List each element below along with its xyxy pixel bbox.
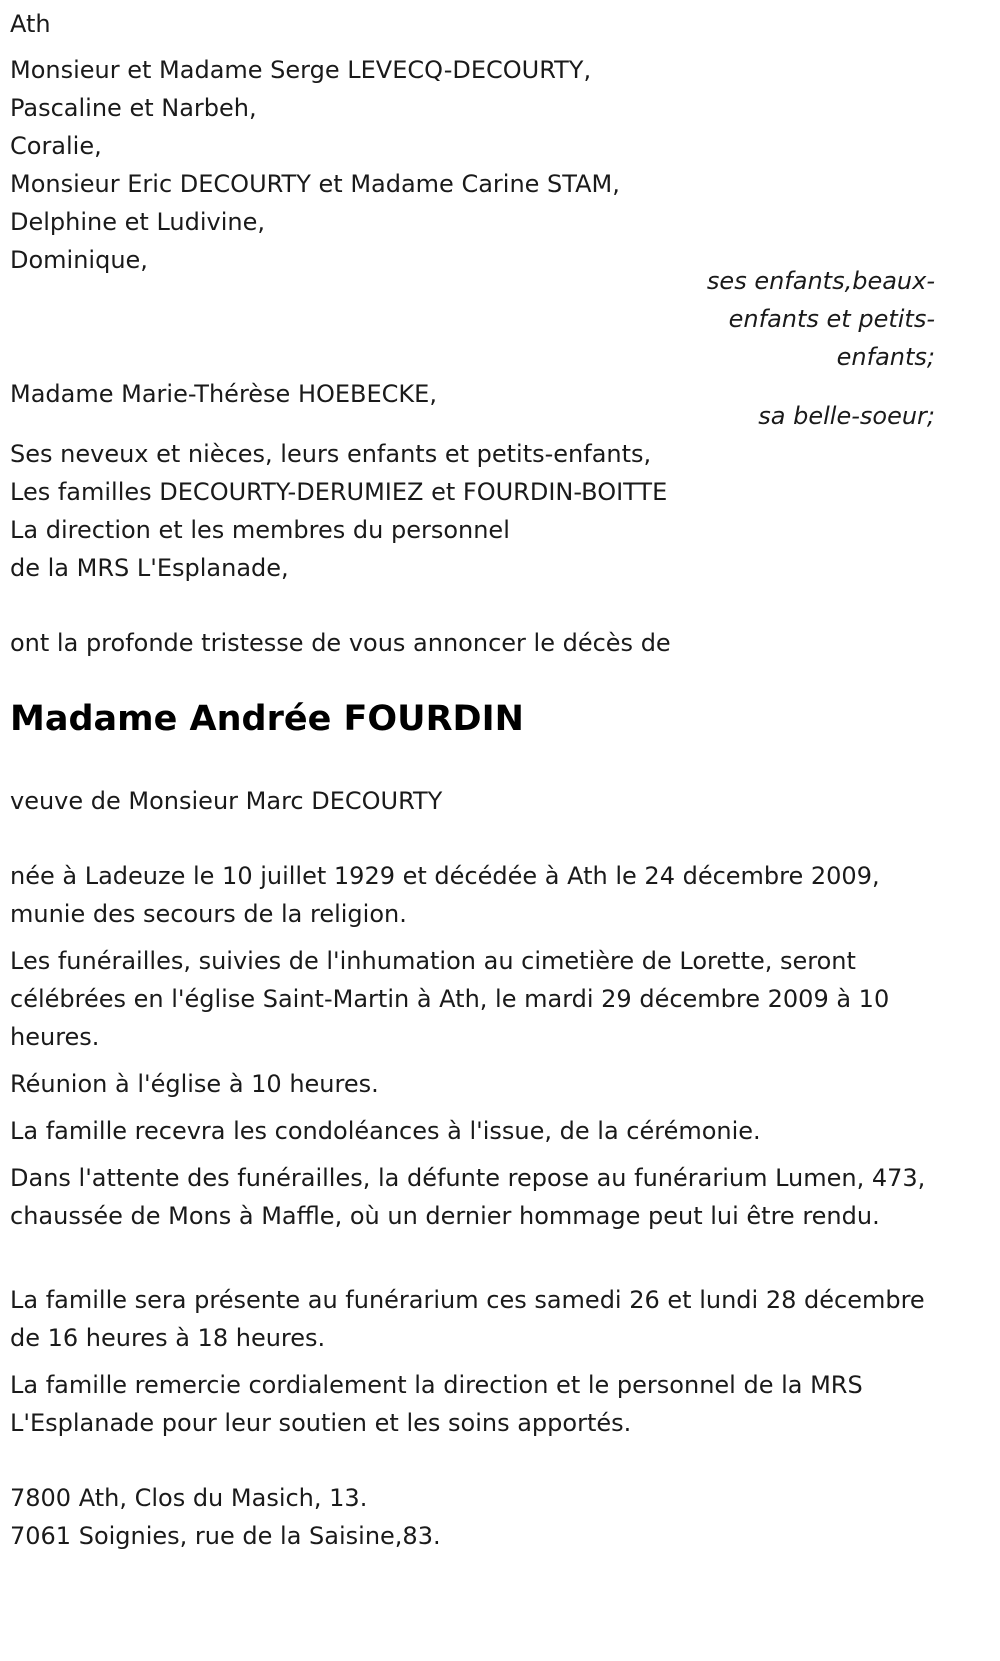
announcement-text: ont la profonde tristesse de vous annoncer le décès de bbox=[10, 629, 671, 657]
relatives-line-3: La direction et les membres du personnel bbox=[10, 516, 510, 544]
address-line-1: 7800 Ath, Clos du Masich, 13. bbox=[10, 1484, 368, 1512]
thanks-paragraph: La famille remercie cordialement la direction et le personnel de la MRS L'Esplanade pour leur soutien et les soins apportés. bbox=[10, 1371, 863, 1437]
family-line-2: Pascaline et Narbeh, bbox=[10, 94, 257, 122]
family-line-4: Monsieur Eric DECOURTY et Madame Carine STAM, bbox=[10, 170, 620, 198]
address-line-2: 7061 Soignies, rue de la Saisine,83. bbox=[10, 1522, 441, 1550]
family-line-1: Monsieur et Madame Serge LEVECQ-DECOURTY, bbox=[10, 56, 592, 84]
sister-in-law-name: Madame Marie-Thérèse HOEBECKE, bbox=[10, 380, 437, 408]
family-line-5: Delphine et Ludivine, bbox=[10, 208, 265, 236]
family-line-6: Dominique, bbox=[10, 246, 148, 274]
funerarium-paragraph: Dans l'attente des funérailles, la défunte repose au funérarium Lumen, 473, chaussée de Mons à Maffle, où un dernier hommage peut lui être rendu. bbox=[10, 1164, 926, 1230]
relatives-line-4: de la MRS L'Esplanade, bbox=[10, 554, 289, 582]
relatives-line-2: Les familles DECOURTY-DERUMIEZ et FOURDIN-BOITTE bbox=[10, 478, 668, 506]
family-line-3: Coralie, bbox=[10, 132, 102, 160]
birth-death-paragraph: née à Ladeuze le 10 juillet 1929 et décédée à Ath le 24 décembre 2009, munie des secours de la religion. bbox=[10, 862, 880, 928]
meeting-paragraph: Réunion à l'église à 10 heures. bbox=[10, 1070, 379, 1098]
relatives-line-1: Ses neveux et nièces, leurs enfants et petits-enfants, bbox=[10, 440, 652, 468]
sister-in-law-role-label: sa belle-soeur; bbox=[758, 402, 935, 430]
spouse-line: veuve de Monsieur Marc DECOURTY bbox=[10, 787, 443, 815]
deceased-name: Madame Andrée FOURDIN bbox=[10, 699, 524, 739]
place-label: Ath bbox=[10, 10, 51, 38]
funeral-paragraph: Les funérailles, suivies de l'inhumation au cimetière de Lorette, seront célébrées en l'église Saint-Martin à Ath, le mardi 29 décembre 2009 à 10 heures. bbox=[10, 947, 890, 1051]
children-role-label: ses enfants,beaux-enfants et petits-enfants; bbox=[706, 267, 935, 371]
family-presence-paragraph: La famille sera présente au funérarium ces samedi 26 et lundi 28 décembre de 16 heures à 18 heures. bbox=[10, 1286, 925, 1352]
condolences-paragraph: La famille recevra les condoléances à l'issue, de la cérémonie. bbox=[10, 1117, 761, 1145]
